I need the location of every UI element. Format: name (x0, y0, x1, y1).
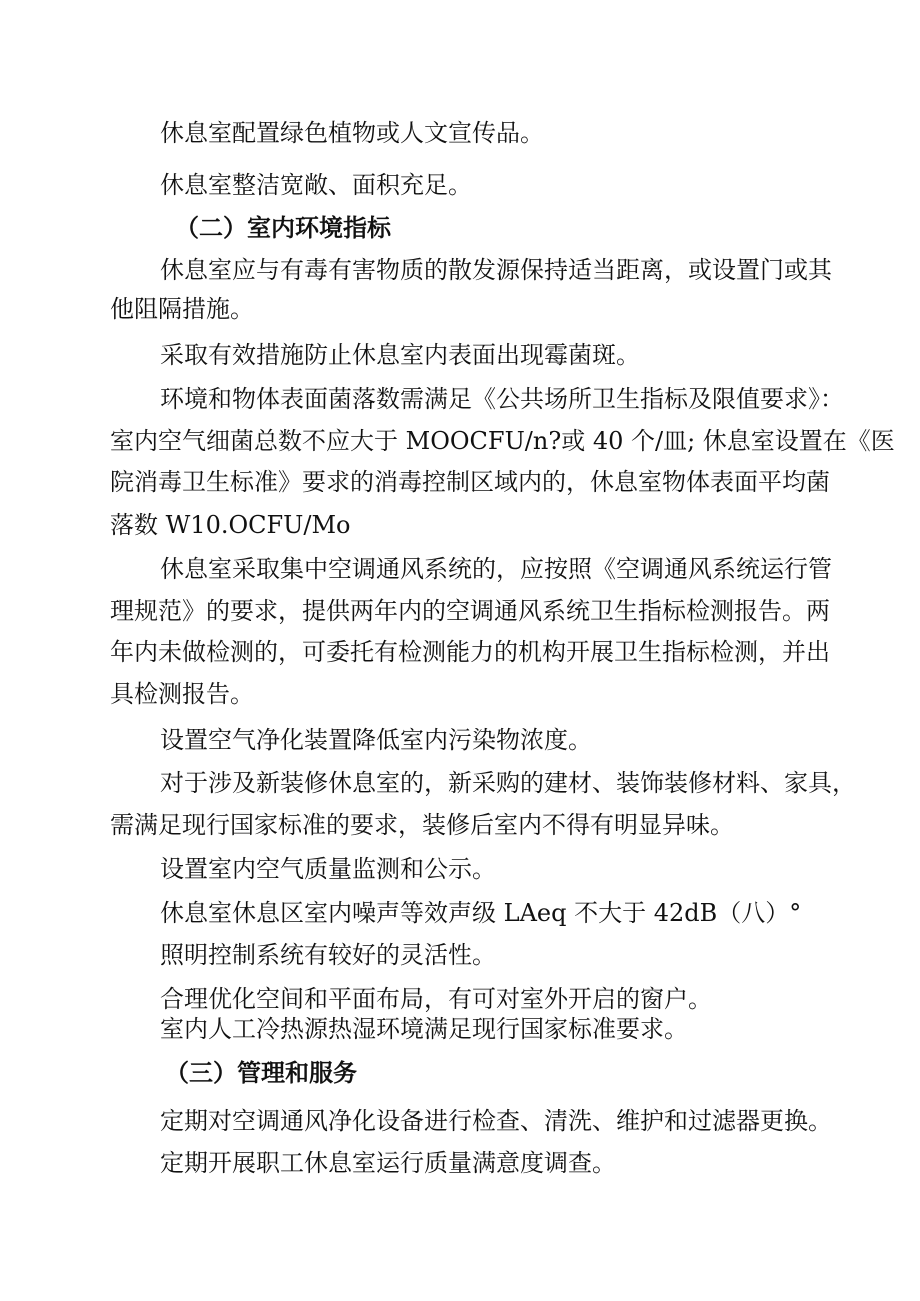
paragraph-ventilation-line-3: 年内未做检测的，可委托有检测能力的机构开展卫生指标检测，并出 (110, 638, 830, 666)
paragraph-equipment-maintenance: 定期对空调通风净化设备进行检查、清洗、维护和过滤器更换。 (160, 1107, 832, 1135)
paragraph-layout-windows: 合理优化空间和平面布局，有可对室外开启的窗户。 (160, 985, 712, 1013)
section-heading-indoor-environment: （二）室内环境指标 (175, 213, 391, 242)
paragraph-distance-line-1: 休息室应与有毒有害物质的散发源保持适当距离，或设置门或其 (160, 256, 832, 284)
paragraph-renovation-line-1: 对于涉及新装修休息室的，新采购的建材、装饰装修材料、家具， (160, 769, 856, 797)
paragraph-lighting-control: 照明控制系统有较好的灵活性。 (160, 941, 496, 969)
paragraph-bacteria-line-4: 落数 W10.OCFU/Mo (110, 511, 351, 539)
paragraph-renovation-line-2: 需满足现行国家标准的要求，装修后室内不得有明显异味。 (110, 811, 734, 839)
paragraph-ventilation-line-2: 理规范》的要求，提供两年内的空调通风系统卫生指标检测报告。两 (110, 597, 830, 625)
section-heading-management-service: （三）管理和服务 (165, 1058, 357, 1087)
paragraph-ventilation-line-1: 休息室采取集中空调通风系统的，应按照《空调通风系统运行管 (160, 555, 832, 583)
paragraph-air-quality-monitoring: 设置室内空气质量监测和公示。 (160, 855, 496, 883)
paragraph-noise-level: 休息室休息区室内噪声等效声级 LAeq 不大于 42dB（八）° (160, 899, 802, 927)
paragraph-bacteria-line-2: 室内空气细菌总数不应大于 MOOCFU/n?或 40 个/皿; 休息室设置在《医 (110, 427, 895, 455)
paragraph-ventilation-line-4: 具检测报告。 (110, 680, 254, 708)
paragraph-satisfaction-survey: 定期开展职工休息室运行质量满意度调查。 (160, 1149, 616, 1177)
paragraph-bacteria-line-1: 环境和物体表面菌落数需满足《公共场所卫生指标及限值要求》： (160, 385, 844, 413)
paragraph-mold-prevention: 采取有效措施防止休息室内表面出现霉菌斑。 (160, 341, 640, 369)
paragraph-air-purifier: 设置空气净化装置降低室内污染物浓度。 (160, 726, 592, 754)
paragraph-spacious-room: 休息室整洁宽敞、面积充足。 (160, 171, 472, 199)
paragraph-bacteria-line-3: 院消毒卫生标准》要求的消毒控制区域内的，休息室物体表面平均菌 (110, 468, 830, 496)
paragraph-thermal-environment: 室内人工冷热源热湿环境满足现行国家标准要求。 (160, 1015, 688, 1043)
paragraph-distance-line-2: 他阻隔措施。 (110, 295, 254, 323)
paragraph-green-plants: 休息室配置绿色植物或人文宣传品。 (160, 119, 544, 147)
